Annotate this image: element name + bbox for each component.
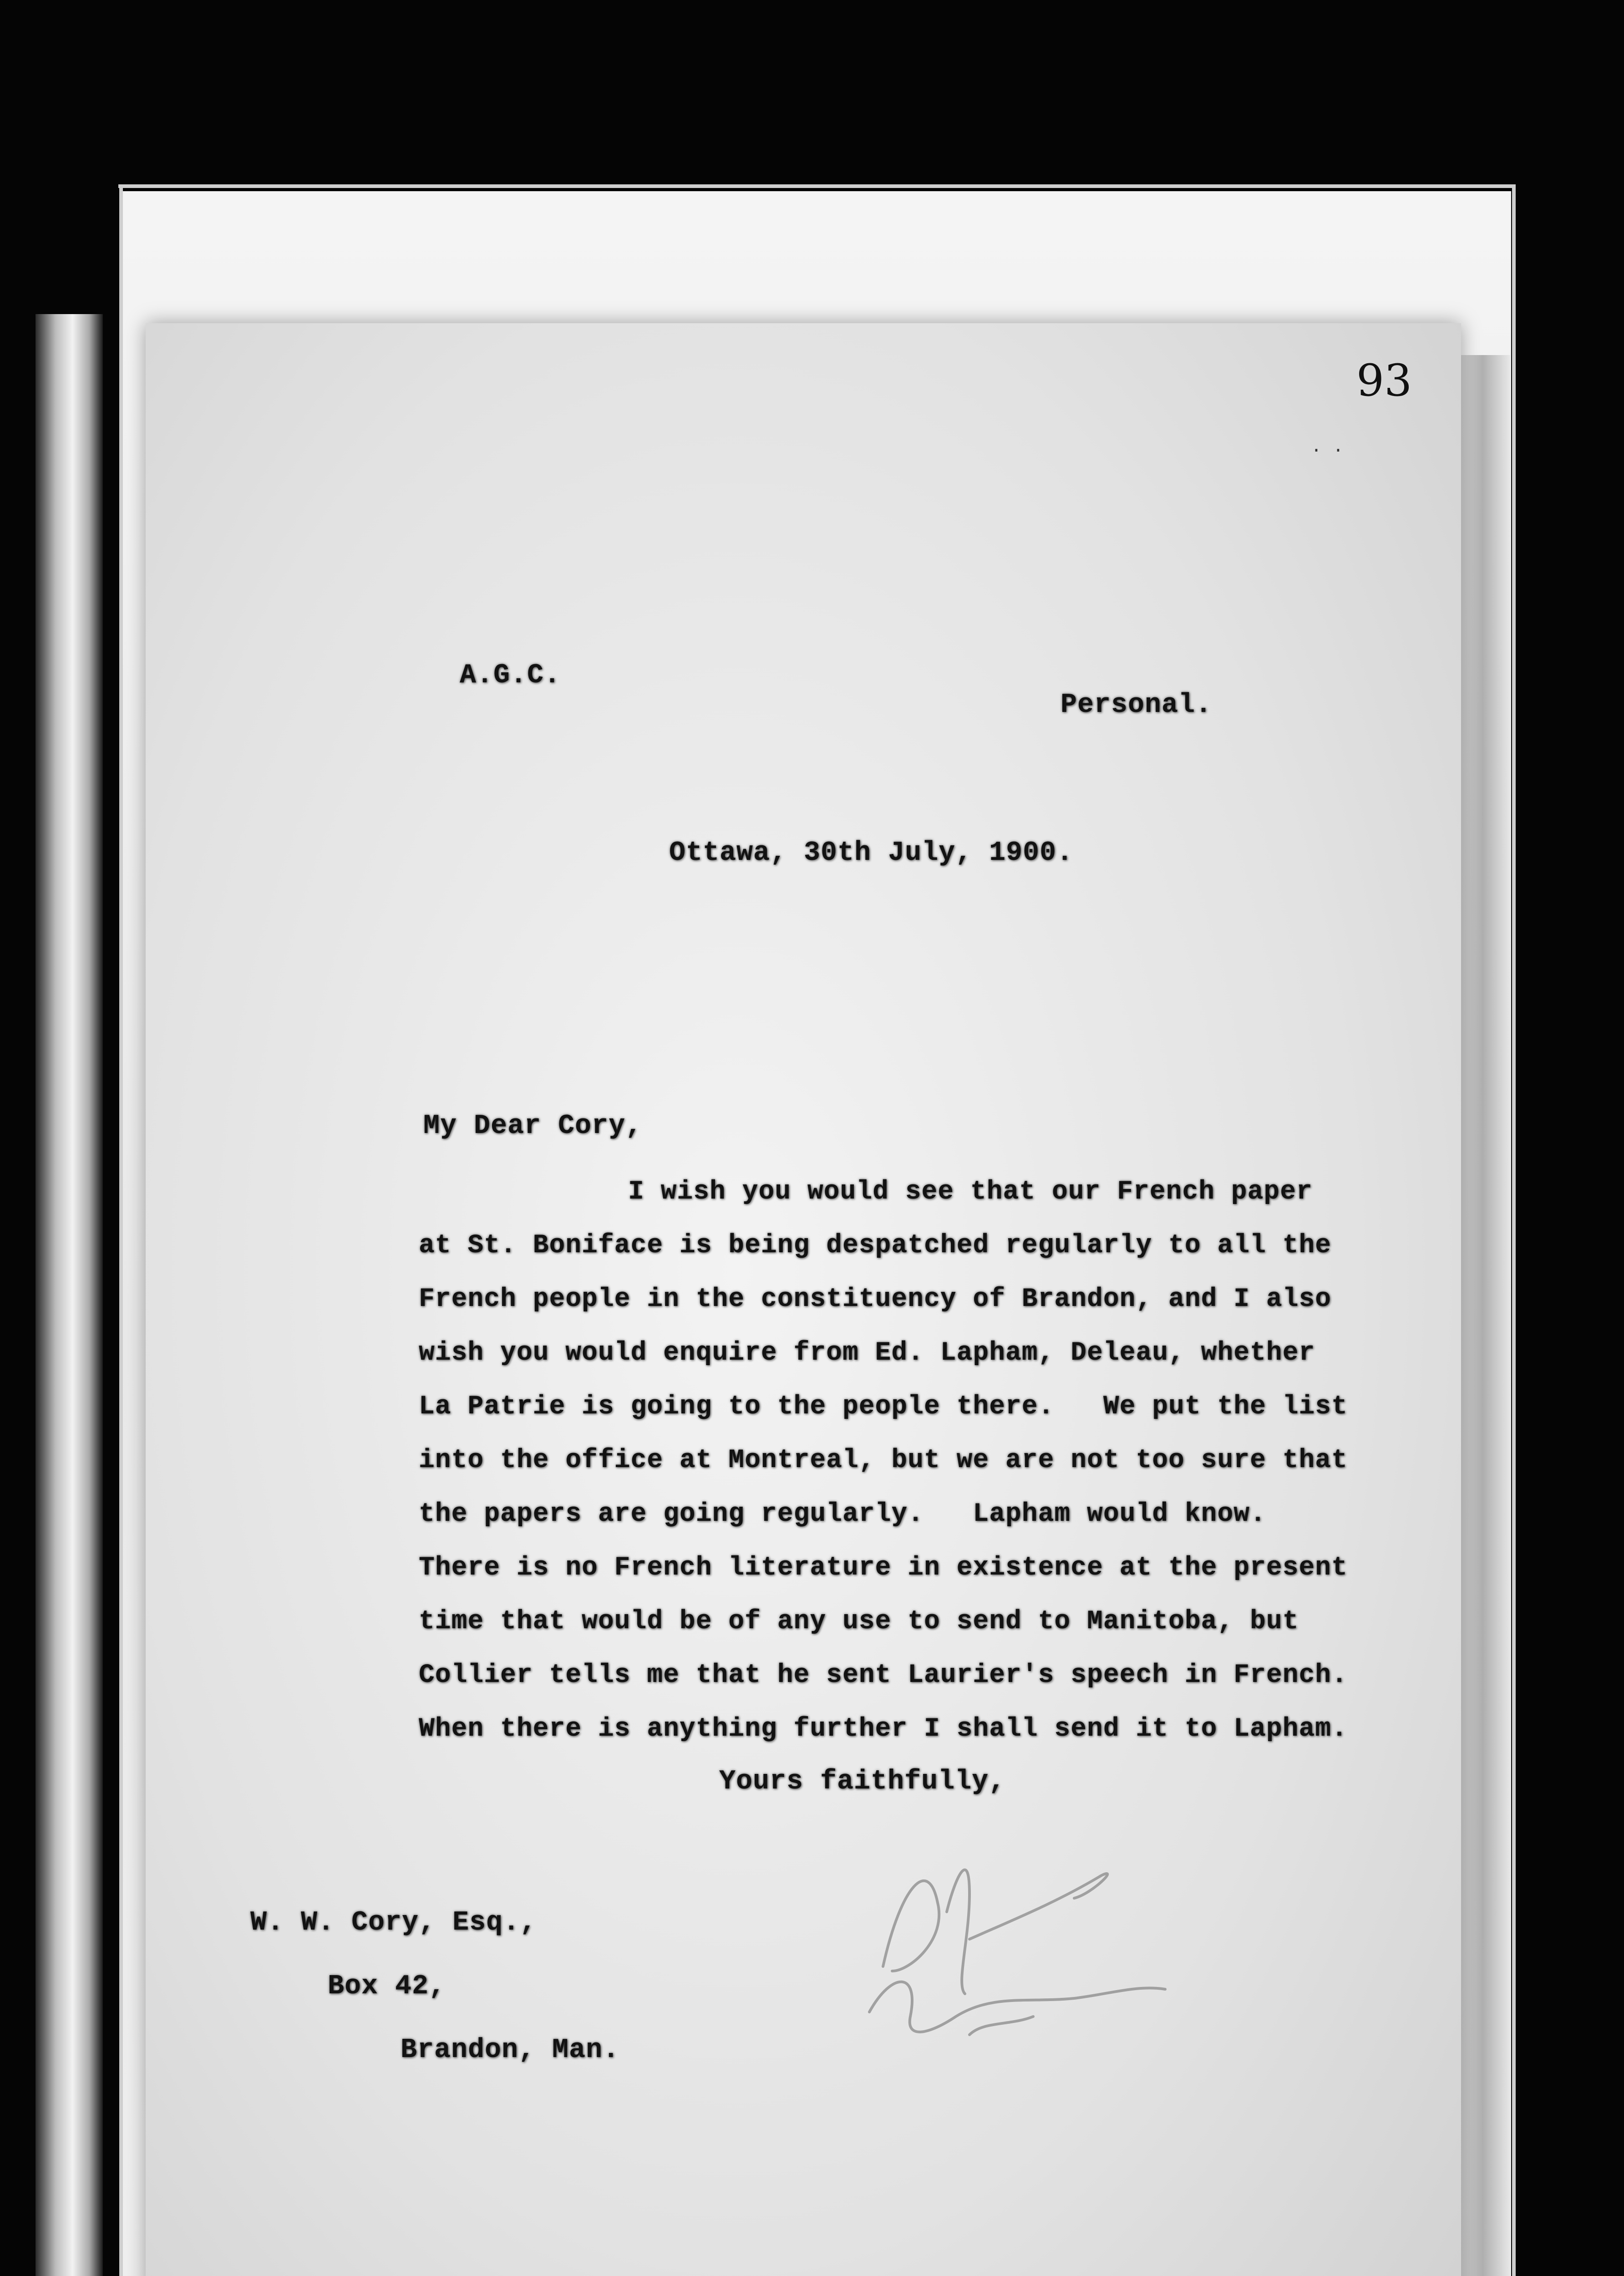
body-line: I wish you would see that our French paper (628, 1177, 1313, 1207)
page-number: 93 (1356, 355, 1412, 406)
body-line: Collier tells me that he sent Laurier's speech in French. (419, 1661, 1348, 1690)
page-number-dots: . . (1311, 437, 1344, 457)
page-curl-shadow (1456, 355, 1510, 2276)
body-line: When there is anything further I shall send it to Lapham. (419, 1714, 1348, 1744)
reference-code: A.G.C. (460, 660, 561, 691)
body-line: There is no French literature in existence at the present (419, 1553, 1348, 1583)
addressee-name: W. W. Cory, Esq., (250, 1907, 537, 1938)
dateline: Ottawa, 30th July, 1900. (669, 838, 1074, 869)
body-line: time that would be of any use to send to Manitoba, but (419, 1607, 1299, 1636)
body-line: into the office at Montreal, but we are not too sure that (419, 1446, 1348, 1475)
handwritten-signature (819, 1821, 1229, 2094)
body-line: French people in the constituency of Brandon, and I also (419, 1285, 1332, 1314)
body-line: at St. Boniface is being despatched regularly to all the (419, 1231, 1332, 1260)
body-line: the papers are going regularly. Lapham would know. (419, 1499, 1266, 1529)
film-frame-top-line (118, 184, 1516, 188)
addressee-box: Box 42, (328, 1971, 446, 2002)
letter-body (419, 1165, 1348, 1756)
closing: Yours faithfully, (719, 1766, 1006, 1797)
film-frame-left-line (119, 184, 123, 2276)
binding-edge (36, 314, 103, 2276)
body-line: wish you would enquire from Ed. Lapham, Deleau, whether (419, 1338, 1315, 1368)
film-frame-right-line (1512, 184, 1516, 2276)
body-line: La Patrie is going to the people there. We put the list (419, 1392, 1348, 1422)
addressee-city: Brandon, Man. (401, 2035, 620, 2066)
salutation: My Dear Cory, (423, 1111, 643, 1142)
personal-marking: Personal. (1061, 690, 1213, 721)
